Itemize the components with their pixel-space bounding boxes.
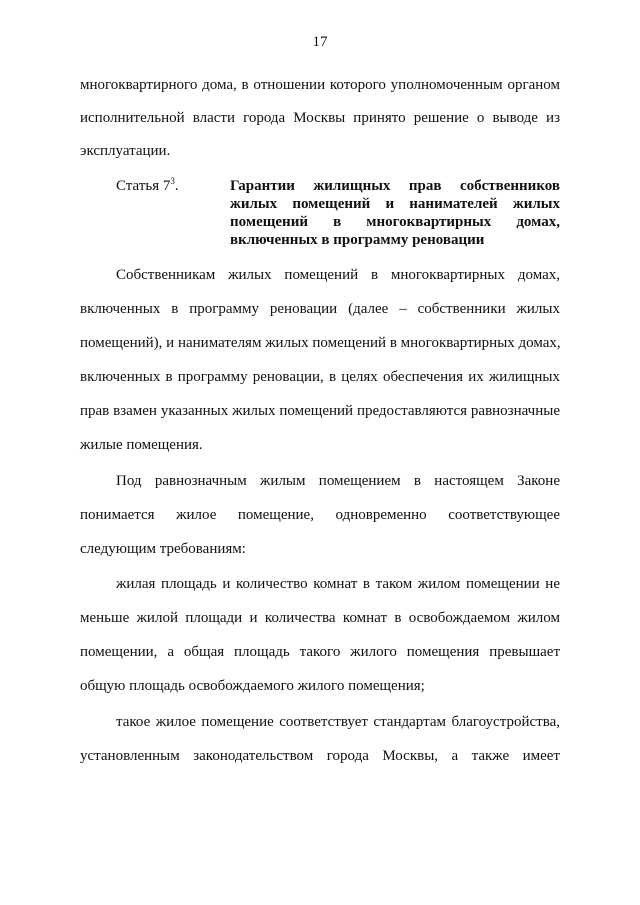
page-number: 17 xyxy=(312,34,328,50)
article-heading-line: Гарантии жилищных прав собственников xyxy=(230,178,560,194)
article-label-suffix: . xyxy=(174,178,179,194)
paragraph-line: включенных в программу реновации (далее – собственники жилых xyxy=(80,301,560,317)
paragraph-line: понимается жилое помещение, одновременно соответствующее xyxy=(80,507,560,523)
paragraph-line: жилые помещения. xyxy=(80,437,203,453)
paragraph-line: такое жилое помещение соответствует стандартам благоустройства, xyxy=(116,714,560,730)
paragraph-line: общую площадь освобождаемого жилого помещения; xyxy=(80,678,425,694)
article-label-text: Статья 7 xyxy=(116,178,171,194)
paragraph-line: включенных в программу реновации, в целях обеспечения их жилищных xyxy=(80,369,560,385)
article-heading-line: жилых помещений и нанимателей жилых xyxy=(230,196,560,212)
article-heading-line: включенных в программу реновации xyxy=(230,232,485,248)
paragraph-line: помещении, а общая площадь такого жилого помещения превышает xyxy=(80,644,560,660)
intro-line: многоквартирного дома, в отношении которого уполномоченным органом xyxy=(80,77,560,93)
paragraph-line: жилая площадь и количество комнат в таком жилом помещении не xyxy=(116,576,560,592)
paragraph-line: меньше жилой площади и количества комнат в освобождаемом жилом xyxy=(80,610,560,626)
paragraph-line: помещений), и нанимателям жилых помещений в многоквартирных домах, xyxy=(80,335,561,351)
paragraph-line: установленным законодательством города Москвы, а также имеет xyxy=(80,748,560,764)
article-label-superscript: 3 xyxy=(170,176,175,186)
paragraph-line: Собственникам жилых помещений в многоквартирных домах, xyxy=(116,267,560,283)
intro-line: исполнительной власти города Москвы принято решение о выводе из xyxy=(80,110,560,126)
paragraph-line: следующим требованиям: xyxy=(80,541,246,557)
paragraph-line: прав взамен указанных жилых помещений предоставляются равнозначные xyxy=(80,403,560,419)
intro-line: эксплуатации. xyxy=(80,143,171,159)
article-label xyxy=(116,177,179,195)
paragraph-line: Под равнозначным жилым помещением в настоящем Законе xyxy=(116,473,560,489)
article-heading-line: помещений в многоквартирных домах, xyxy=(230,214,560,230)
